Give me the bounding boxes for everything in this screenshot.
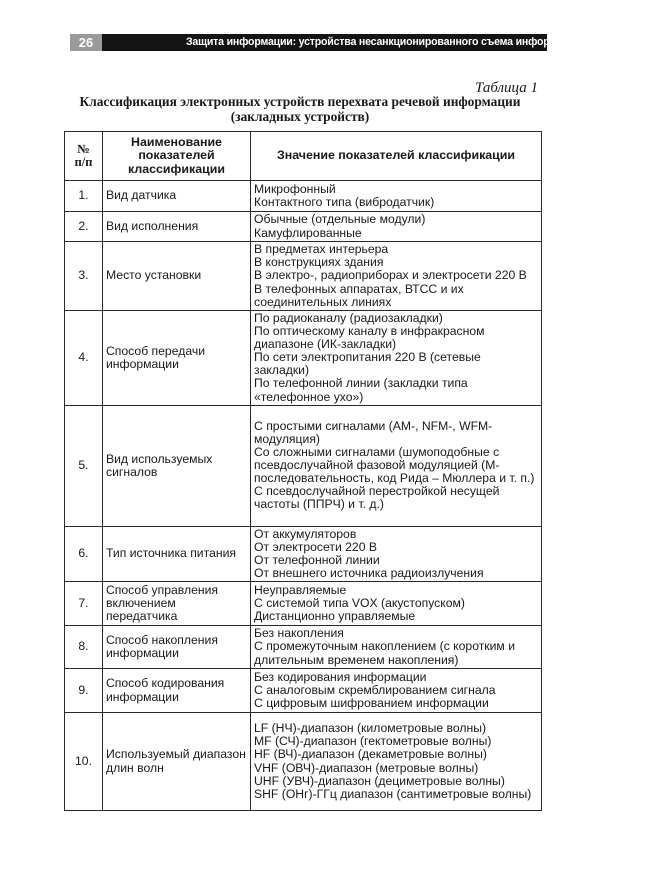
value-line: MF (СЧ)-диапазон (гектометровые волны)	[254, 734, 492, 749]
table-row	[65, 582, 542, 626]
value-line: В конструкциях здания	[254, 255, 384, 270]
row-number: 6.	[65, 526, 103, 581]
table-caption-line2: (закладных устройств)	[230, 109, 370, 124]
value-line: UHF (УВЧ)-диапазон (дециметровые волны)	[254, 773, 505, 788]
table-row	[65, 212, 542, 242]
table-label: Таблица 1	[475, 80, 538, 96]
row-indicator-name: Вид исполнения	[103, 212, 251, 242]
value-line: Микрофонный	[254, 181, 336, 196]
value-line: С простыми сигналами (AM-, NFM-, WFM-модуляция)	[254, 418, 493, 446]
row-number: 1.	[65, 181, 103, 212]
header-values: Значение показателей классификации	[251, 132, 542, 181]
row-values	[251, 405, 542, 526]
row-values	[251, 669, 542, 713]
value-line: В электро-, радиоприборах и электросети 220 В	[254, 268, 527, 283]
value-line: По сети электропитания 220 В (сетевые закладки)	[254, 350, 481, 378]
row-number: 9.	[65, 669, 103, 713]
row-indicator-name: Вид используемых сигналов	[103, 405, 251, 526]
row-values	[251, 582, 542, 626]
table-body	[65, 181, 542, 811]
value-line: По оптическому каналу в инфракрасном диапазоне (ИК-закладки)	[254, 324, 485, 352]
value-line: Дистанционно управляемые	[254, 609, 416, 624]
value-line: Без накопления	[254, 626, 344, 641]
value-line: Без кодирования информации	[254, 669, 427, 684]
table-row	[65, 626, 542, 669]
row-values	[251, 713, 542, 811]
value-line: VHF (ОВЧ)-диапазон (метровые волны)	[254, 760, 479, 775]
header-num: № п/п	[65, 132, 103, 181]
running-title: Защита информации: устройства несанкционированного съема информации и борьба с ними	[186, 36, 668, 48]
row-indicator-name: Тип источника питания	[103, 526, 251, 581]
row-number: 5.	[65, 405, 103, 526]
value-line: С системой типа VOX (акустопуском)	[254, 595, 465, 610]
value-line: С псевдослучайной перестройкой несущей частоты (ППРЧ) и т. д.)	[254, 484, 500, 512]
row-number: 7.	[65, 582, 103, 626]
table-row	[65, 669, 542, 713]
value-line: По телефонной линии (закладки типа «телефонное ухо»)	[254, 376, 468, 404]
row-indicator-name: Используемый диапазон длин волн	[103, 713, 251, 811]
table-caption-line1: Классификация электронных устройств перехвата речевой информации	[79, 94, 521, 109]
row-values	[251, 181, 542, 212]
table-row	[65, 242, 542, 311]
value-line: От внешнего источника радиоизлучения	[254, 565, 484, 580]
header-name: Наименование показателей классификации	[103, 132, 251, 181]
value-line: Обычные (отдельные модули)	[254, 212, 426, 227]
row-indicator-name: Способ кодирования информации	[103, 669, 251, 713]
table-row	[65, 181, 542, 212]
value-line: От электросети 220 В	[254, 539, 377, 554]
classification-table	[64, 131, 542, 811]
value-line: С промежуточным накоплением (с коротким и длительным временем накопления)	[254, 639, 516, 667]
value-line: По радиоканалу (радиозакладки)	[254, 311, 443, 325]
value-line: Со сложными сигналами (шумоподобные с псевдослучайной фазовой модуляцией (М-последовательность, код Рида – Мюллера и т. п.)	[254, 445, 535, 486]
value-line: В предметах интерьера	[254, 242, 389, 257]
row-indicator-name: Способ накопления информации	[103, 626, 251, 669]
value-line: От телефонной линии	[254, 552, 380, 567]
row-indicator-name: Способ управления включением передатчика	[103, 582, 251, 626]
value-line: В телефонных аппаратах, ВТСС и их соединительных линиях	[254, 281, 464, 309]
table-row	[65, 405, 542, 526]
table-row	[65, 311, 542, 406]
row-number: 4.	[65, 311, 103, 406]
row-values	[251, 626, 542, 669]
value-line: HF (ВЧ)-диапазон (декаметровые волны)	[254, 747, 487, 762]
table-row	[65, 713, 542, 811]
row-values	[251, 242, 542, 311]
value-line: С цифровым шифрованием информации	[254, 696, 489, 711]
value-line: От аккумуляторов	[254, 526, 357, 541]
row-values	[251, 526, 542, 581]
page-number: 26	[70, 34, 102, 51]
row-number: 3.	[65, 242, 103, 311]
value-line: Неуправляемые	[254, 582, 347, 597]
row-values	[251, 212, 542, 242]
row-number: 8.	[65, 626, 103, 669]
row-indicator-name: Способ передачи информации	[103, 311, 251, 406]
value-line: Камуфлированные	[254, 225, 362, 240]
value-line: LF (НЧ)-диапазон (километровые волны)	[254, 721, 487, 736]
table-row	[65, 526, 542, 581]
row-indicator-name: Вид датчика	[103, 181, 251, 212]
row-indicator-name: Место установки	[103, 242, 251, 311]
value-line: SHF (ОНг)-ГГц диапазон (сантиметровые волны)	[254, 786, 532, 801]
value-line: С аналоговым скремблированием сигнала	[254, 682, 496, 697]
row-values	[251, 311, 542, 406]
row-number: 2.	[65, 212, 103, 242]
table-header-row	[65, 132, 542, 181]
value-line: Контактного типа (вибродатчик)	[254, 195, 435, 209]
row-number: 10.	[65, 713, 103, 811]
